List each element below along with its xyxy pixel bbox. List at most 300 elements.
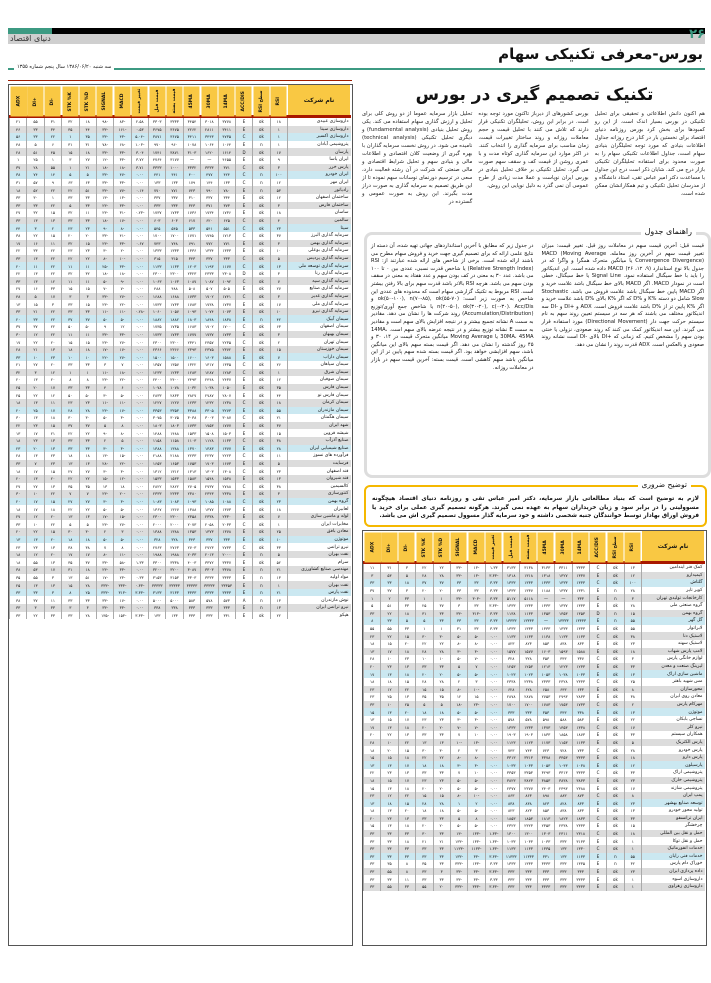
- value-cell: -۱۳۵: [96, 612, 113, 620]
- value-cell: ۱۱: [27, 262, 44, 270]
- value-cell: ۱۳۱۷: [201, 361, 218, 369]
- value-cell: ۱۵: [398, 632, 415, 640]
- value-cell: ۳۷: [270, 422, 287, 430]
- value-cell: ۱۸: [62, 452, 79, 460]
- value-cell: -۵: [96, 315, 113, 323]
- value-cell: ۳۷: [27, 596, 44, 604]
- value-cell: -۳.۳۳: [485, 868, 502, 876]
- value-cell: ۲۷۵۳: [537, 693, 554, 701]
- company-name-cell: فرآورده های نسوز: [288, 452, 351, 460]
- value-cell: ۱۰۷۳: [218, 308, 235, 316]
- value-cell: ۷۴۳: [520, 746, 537, 754]
- value-cell: ۰.۰۰: [131, 369, 148, 377]
- value-cell: ۲۷: [79, 156, 96, 164]
- value-cell: ۱۳۱۲: [149, 467, 166, 475]
- value-cell: ok: [607, 663, 624, 671]
- value-cell: ۱۳: [44, 483, 61, 491]
- value-cell: ۷: [270, 277, 287, 285]
- value-cell: ۳۳: [10, 460, 27, 468]
- value-cell: ۱۸: [79, 452, 96, 460]
- table-row: [10, 217, 351, 225]
- value-cell: ۱۱۵۸: [149, 437, 166, 445]
- value-cell: C: [235, 452, 252, 460]
- value-cell: ۳۳: [450, 579, 467, 587]
- table-row: [10, 323, 351, 331]
- value-cell: ۵۱۱۸: [520, 594, 537, 602]
- value-cell: ۴۸۸: [166, 285, 183, 293]
- value-cell: ۱۶۵۳: [149, 460, 166, 468]
- value-cell: ۱۳۳: [218, 179, 235, 187]
- value-cell: -۳۳۳: [468, 883, 485, 891]
- value-cell: ۲۲: [433, 640, 450, 648]
- value-cell: ۳: [450, 602, 467, 610]
- company-name-cell: سیمان تهران: [288, 338, 351, 346]
- value-cell: -۱۵: [114, 452, 131, 460]
- value-cell: ۲۸۰۷: [218, 391, 235, 399]
- value-cell: ۱۵: [433, 792, 450, 800]
- value-cell: n: [253, 566, 270, 574]
- column-header: 14MA: [218, 85, 235, 117]
- company-name-cell: پارس الکتریک: [642, 739, 705, 747]
- company-name-cell: کالسیمین: [288, 483, 351, 491]
- value-cell: ۳۱۵۳: [166, 574, 183, 582]
- table-row: [364, 860, 705, 868]
- value-cell: ۲۰۷۳: [183, 520, 200, 528]
- value-cell: ۸۵۳: [537, 640, 554, 648]
- value-cell: -۱.۳۳: [485, 845, 502, 853]
- value-cell: ۱۰۶۴: [218, 141, 235, 149]
- value-cell: ۱۳: [270, 475, 287, 483]
- value-cell: -۱۱: [114, 551, 131, 559]
- value-cell: ۱۳: [270, 604, 287, 612]
- value-cell: ۲۸: [364, 739, 381, 747]
- value-cell: ۱۸: [398, 837, 415, 845]
- value-cell: ۳۱۳۳: [503, 563, 520, 572]
- value-cell: ۵۵۱: [218, 224, 235, 232]
- value-cell: ۳: [27, 224, 44, 232]
- value-cell: ۱۰۷۸: [149, 384, 166, 392]
- value-cell: ۳۶۷۵: [166, 133, 183, 141]
- value-cell: ۳۱: [416, 610, 433, 618]
- value-cell: ۳۳۰۳: [183, 574, 200, 582]
- company-name-cell: لیزینگ صنعت و معدن: [642, 663, 705, 671]
- value-cell: ۰.۰۰: [131, 460, 148, 468]
- value-cell: ۳۵: [62, 483, 79, 491]
- value-cell: ۱۷۰۲: [201, 293, 218, 301]
- value-cell: ۱۴۴: [201, 179, 218, 187]
- value-cell: ۲۳۲۳: [183, 270, 200, 278]
- value-cell: ۳۲۰۰: [166, 566, 183, 574]
- value-cell: ۱۷۱۳: [218, 232, 235, 240]
- company-name-cell: گروه بهمن: [288, 498, 351, 506]
- value-cell: ۲۲۶۲: [183, 126, 200, 134]
- value-cell: ok: [253, 422, 270, 430]
- value-cell: ۳۳۵۳: [166, 407, 183, 415]
- value-cell: ۱۶۸۳: [183, 323, 200, 331]
- value-cell: -۹۸: [96, 117, 113, 126]
- value-cell: E: [589, 875, 606, 883]
- value-cell: ۳۳: [398, 883, 415, 891]
- value-cell: ۲۰۰۰: [149, 520, 166, 528]
- value-cell: E: [235, 346, 252, 354]
- value-cell: ۲۳: [44, 460, 61, 468]
- value-cell: ۳۰: [62, 528, 79, 536]
- value-cell: ۸۳۸: [520, 799, 537, 807]
- column-header: RSI: [270, 85, 287, 117]
- value-cell: ۱۰۳۲: [183, 384, 200, 392]
- value-cell: ok: [607, 868, 624, 876]
- value-cell: ۱۳: [398, 815, 415, 823]
- value-cell: ۲۲: [44, 133, 61, 141]
- value-cell: ۲۲: [44, 202, 61, 210]
- value-cell: ۳۳: [10, 217, 27, 225]
- value-cell: ۲۸: [364, 655, 381, 663]
- value-cell: C: [589, 563, 606, 572]
- value-cell: ۰.۰۰: [485, 761, 502, 769]
- value-cell: ۲۰: [62, 232, 79, 240]
- value-cell: ۳۵۳: [537, 655, 554, 663]
- value-cell: ۳۳۱۱: [555, 563, 572, 572]
- value-cell: ۵۵: [624, 625, 641, 633]
- company-name-cell: چرخشگر: [642, 822, 705, 830]
- value-cell: ۶۰۳: [149, 217, 166, 225]
- value-cell: E: [589, 761, 606, 769]
- value-cell: ۷: [96, 543, 113, 551]
- value-cell: ۱۱۲۳: [520, 739, 537, 747]
- value-cell: ۲۸۲۲: [166, 483, 183, 491]
- value-cell: -۳۳۳: [450, 860, 467, 868]
- value-cell: ۳۳: [62, 384, 79, 392]
- value-cell: ۳۳: [62, 445, 79, 453]
- company-name-cell: ساسان: [288, 209, 351, 217]
- value-cell: ۵۰: [79, 323, 96, 331]
- value-cell: ۱۷۳۳: [149, 300, 166, 308]
- value-cell: ۱۳: [398, 693, 415, 701]
- value-cell: ۳۳: [416, 853, 433, 861]
- value-cell: D: [589, 610, 606, 618]
- value-cell: ۳۳: [433, 617, 450, 625]
- table-row: [364, 572, 705, 580]
- value-cell: ۱۵: [381, 716, 398, 724]
- company-name-cell: سیمان صوفیان: [288, 376, 351, 384]
- value-cell: ۵: [79, 171, 96, 179]
- value-cell: ۱۸: [10, 186, 27, 194]
- value-cell: ۱۷: [10, 338, 27, 346]
- value-cell: ۱۷۳۶: [183, 209, 200, 217]
- value-cell: ok: [607, 875, 624, 883]
- value-cell: ۳۳۸: [149, 604, 166, 612]
- value-cell: ۹۷۰: [149, 141, 166, 149]
- value-cell: ۷۲۸: [555, 746, 572, 754]
- value-cell: ۴۶: [10, 126, 27, 134]
- value-cell: ۲۰: [44, 536, 61, 544]
- value-cell: -۱۷: [114, 407, 131, 415]
- value-cell: C: [589, 746, 606, 754]
- value-cell: ok: [253, 209, 270, 217]
- value-cell: ۰.۰۰: [131, 194, 148, 202]
- column-header: 30MA: [555, 531, 572, 563]
- value-cell: ۲۳۴۳: [201, 490, 218, 498]
- value-cell: E: [235, 391, 252, 399]
- value-cell: ۱۲۳۳: [166, 369, 183, 377]
- value-cell: ok: [253, 117, 270, 126]
- value-cell: -۵: [468, 822, 485, 830]
- value-cell: ۵: [624, 739, 641, 747]
- value-cell: ok: [253, 536, 270, 544]
- value-cell: C: [235, 543, 252, 551]
- value-cell: ۵۴۱: [201, 224, 218, 232]
- value-cell: ۲۳: [381, 769, 398, 777]
- value-cell: ۳۳: [624, 731, 641, 739]
- value-cell: ۴۵: [44, 148, 61, 156]
- value-cell: ۲۳: [381, 815, 398, 823]
- value-cell: ۱۰۸۳: [166, 498, 183, 506]
- value-cell: ۱.۳۳: [131, 558, 148, 566]
- value-cell: -۸: [450, 640, 467, 648]
- value-cell: ۱۷: [44, 566, 61, 574]
- value-cell: ۳: [62, 604, 79, 612]
- value-cell: ok: [253, 498, 270, 506]
- value-cell: ۱۳۳۳: [503, 579, 520, 587]
- value-cell: -۲۳: [96, 566, 113, 574]
- value-cell: ۱۳۳۳۳: [572, 617, 589, 625]
- value-cell: C: [235, 255, 252, 263]
- value-cell: ok: [607, 563, 624, 572]
- value-cell: -۳۳۳: [114, 581, 131, 589]
- value-cell: ۲۷: [270, 285, 287, 293]
- value-cell: ۲۲: [44, 247, 61, 255]
- value-cell: ۱۳۸۸: [166, 445, 183, 453]
- value-cell: ۱۹۰۳: [503, 731, 520, 739]
- value-cell: ۱۵: [62, 581, 79, 589]
- company-name-cell: سرام: [288, 558, 351, 566]
- table-row: [364, 739, 705, 747]
- value-cell: C: [589, 769, 606, 777]
- table-row: [364, 822, 705, 830]
- value-cell: ۰.۰۰: [485, 716, 502, 724]
- value-cell: ۱۳۳۳: [218, 247, 235, 255]
- value-cell: ok: [253, 452, 270, 460]
- value-cell: ok: [253, 270, 270, 278]
- value-cell: ۱۱۰۳: [183, 437, 200, 445]
- value-cell: C: [235, 467, 252, 475]
- value-cell: ۱۰۴۳: [555, 761, 572, 769]
- value-cell: ۱۷: [27, 467, 44, 475]
- value-cell: -۱۳۳: [450, 853, 467, 861]
- company-name-cell: هپکو: [288, 612, 351, 620]
- value-cell: ۰.۰۰: [485, 792, 502, 800]
- value-cell: -۱.۳۳: [485, 830, 502, 838]
- value-cell: ok: [607, 815, 624, 823]
- value-cell: C: [235, 437, 252, 445]
- value-cell: ۳۳: [79, 596, 96, 604]
- value-cell: ۱۳: [27, 277, 44, 285]
- company-name-cell: سپتا: [288, 224, 351, 232]
- value-cell: ۰.۰۰: [485, 670, 502, 678]
- value-cell: E: [235, 490, 252, 498]
- value-cell: ok: [607, 678, 624, 686]
- table-row: [364, 883, 705, 891]
- value-cell: ۲۲: [44, 186, 61, 194]
- value-cell: —: [537, 594, 554, 602]
- value-cell: ۱۷۴۱: [218, 293, 235, 301]
- value-cell: ۳: [433, 868, 450, 876]
- value-cell: ۱۳۷۰: [183, 445, 200, 453]
- value-cell: -۱۱: [114, 308, 131, 316]
- company-name-cell: صنایع آذرآب: [288, 437, 351, 445]
- column-header: سطح RSI: [607, 531, 624, 563]
- value-cell: ۱۸: [10, 467, 27, 475]
- value-cell: ۷: [450, 769, 467, 777]
- value-cell: ۲۱: [79, 164, 96, 172]
- value-cell: ۰.۰۰: [131, 490, 148, 498]
- value-cell: ۵۵: [381, 625, 398, 633]
- value-cell: ۱۰: [381, 655, 398, 663]
- value-cell: ۴۲: [270, 315, 287, 323]
- table-row: [10, 315, 351, 323]
- value-cell: ۱۷: [44, 293, 61, 301]
- value-cell: ۱۲۸۳: [218, 369, 235, 377]
- value-cell: ۳۵۳: [537, 708, 554, 716]
- value-cell: C: [235, 361, 252, 369]
- value-cell: ۱۰۳۳: [572, 670, 589, 678]
- value-cell: ۶: [114, 384, 131, 392]
- value-cell: -۱۸: [96, 270, 113, 278]
- value-cell: ۱۳: [44, 346, 61, 354]
- value-cell: ۱۸۸۲: [149, 315, 166, 323]
- value-cell: ۳۳: [364, 875, 381, 883]
- value-cell: ۱: [270, 581, 287, 589]
- value-cell: ۱: [416, 625, 433, 633]
- value-cell: ۳۲۸: [149, 536, 166, 544]
- value-cell: ۰.۰۰: [485, 686, 502, 694]
- value-cell: ۱۷: [398, 777, 415, 785]
- value-cell: ۲۲: [624, 716, 641, 724]
- value-cell: ۱۰: [468, 769, 485, 777]
- value-cell: ۱۵: [62, 148, 79, 156]
- value-cell: ۲۳۳۳: [572, 678, 589, 686]
- value-cell: -۲۷: [114, 338, 131, 346]
- value-cell: ۲۷۸۸: [218, 483, 235, 491]
- value-cell: ۳۸: [10, 596, 27, 604]
- value-cell: ۶۲۸: [503, 686, 520, 694]
- table-row: [10, 490, 351, 498]
- value-cell: ۲۳: [381, 663, 398, 671]
- value-cell: -۳۳: [450, 594, 467, 602]
- value-cell: ۱۱۳۳: [520, 845, 537, 853]
- value-cell: ۱۳۳۵: [537, 845, 554, 853]
- value-cell: -۱۱: [96, 369, 113, 377]
- value-cell: E: [235, 407, 252, 415]
- value-cell: ۲: [44, 224, 61, 232]
- value-cell: ۲۳: [79, 224, 96, 232]
- value-cell: ۲۱: [270, 414, 287, 422]
- value-cell: ۳۸۲۳: [503, 777, 520, 785]
- value-cell: ۳۷۱: [218, 164, 235, 172]
- value-cell: ۳۳: [381, 837, 398, 845]
- value-cell: -۳: [450, 648, 467, 656]
- value-cell: ۰.۰۰: [485, 754, 502, 762]
- company-name-cell: مهندسی صنایع کشاورزی: [288, 566, 351, 574]
- value-cell: ۱۲۰۳: [183, 262, 200, 270]
- value-cell: ۳۳۳۳: [572, 563, 589, 572]
- value-cell: ۵۶: [10, 133, 27, 141]
- value-cell: ok: [253, 300, 270, 308]
- value-cell: ۱۷: [270, 300, 287, 308]
- value-cell: ۱۵۰۰: [149, 353, 166, 361]
- value-cell: ۱۱: [62, 262, 79, 270]
- value-cell: ۵۳: [381, 572, 398, 580]
- value-cell: ۲۲: [44, 308, 61, 316]
- value-cell: ۰.۰۰: [131, 247, 148, 255]
- value-cell: ۰.۰۰: [485, 777, 502, 785]
- value-cell: ۱۵: [79, 300, 96, 308]
- value-cell: n: [607, 587, 624, 595]
- value-cell: ۲۸: [270, 445, 287, 453]
- value-cell: ۰.۰۰: [485, 746, 502, 754]
- value-cell: ۱۳: [624, 563, 641, 572]
- table-row: [10, 483, 351, 491]
- table-row: [10, 422, 351, 430]
- value-cell: -۲۵: [96, 262, 113, 270]
- value-cell: ۳: [44, 300, 61, 308]
- value-cell: ok: [253, 133, 270, 141]
- value-cell: ۳۳۱۳: [503, 754, 520, 762]
- value-cell: ۱۷۳۳: [218, 331, 235, 339]
- value-cell: ۱۳۸۸: [166, 528, 183, 536]
- value-cell: ۶۰۳: [166, 217, 183, 225]
- value-cell: ۵: [270, 460, 287, 468]
- value-cell: ۱۵۸۸: [572, 648, 589, 656]
- company-name-cell: مهرکام پارس: [642, 701, 705, 709]
- value-cell: ۳۱۳۳: [149, 589, 166, 597]
- table-row: [364, 678, 705, 686]
- value-cell: ۱۱۳۳: [520, 610, 537, 618]
- value-cell: ۱۷: [624, 723, 641, 731]
- table-row: [10, 528, 351, 536]
- company-name-cell: نفت بهران: [288, 551, 351, 559]
- value-cell: ۲۳: [624, 777, 641, 785]
- value-cell: ۳۰۰۳: [201, 414, 218, 422]
- value-cell: ۳.۳۳: [485, 875, 502, 883]
- value-cell: ۵۵: [416, 883, 433, 891]
- value-cell: -۳۳: [450, 610, 467, 618]
- value-cell: ۰.۰۰: [131, 300, 148, 308]
- table-row: [10, 460, 351, 468]
- value-cell: ۳۳: [381, 853, 398, 861]
- table-row: [364, 701, 705, 709]
- value-cell: ۵: [62, 171, 79, 179]
- value-cell: ۲۳۹۳: [555, 784, 572, 792]
- company-name-cell: خوراک دام پارس: [642, 860, 705, 868]
- value-cell: -۱۲: [96, 156, 113, 164]
- value-cell: ۱۳: [270, 574, 287, 582]
- value-cell: -۳: [450, 716, 467, 724]
- company-name-cell: ایران خودرو: [288, 171, 351, 179]
- value-cell: ۰.۰۰: [131, 429, 148, 437]
- value-cell: ۳۳۵۳: [555, 754, 572, 762]
- value-cell: ۵: [398, 572, 415, 580]
- value-cell: -۳: [468, 716, 485, 724]
- value-cell: ۲۰: [433, 670, 450, 678]
- value-cell: ۲۲: [27, 528, 44, 536]
- value-cell: ۱۳۳۵: [218, 361, 235, 369]
- value-cell: -۵: [450, 655, 467, 663]
- value-cell: ۳۳۳۳: [537, 860, 554, 868]
- value-cell: ۱۳۳۳: [520, 860, 537, 868]
- column-header: STK %D: [433, 531, 450, 563]
- value-cell: ۳۳۳: [201, 604, 218, 612]
